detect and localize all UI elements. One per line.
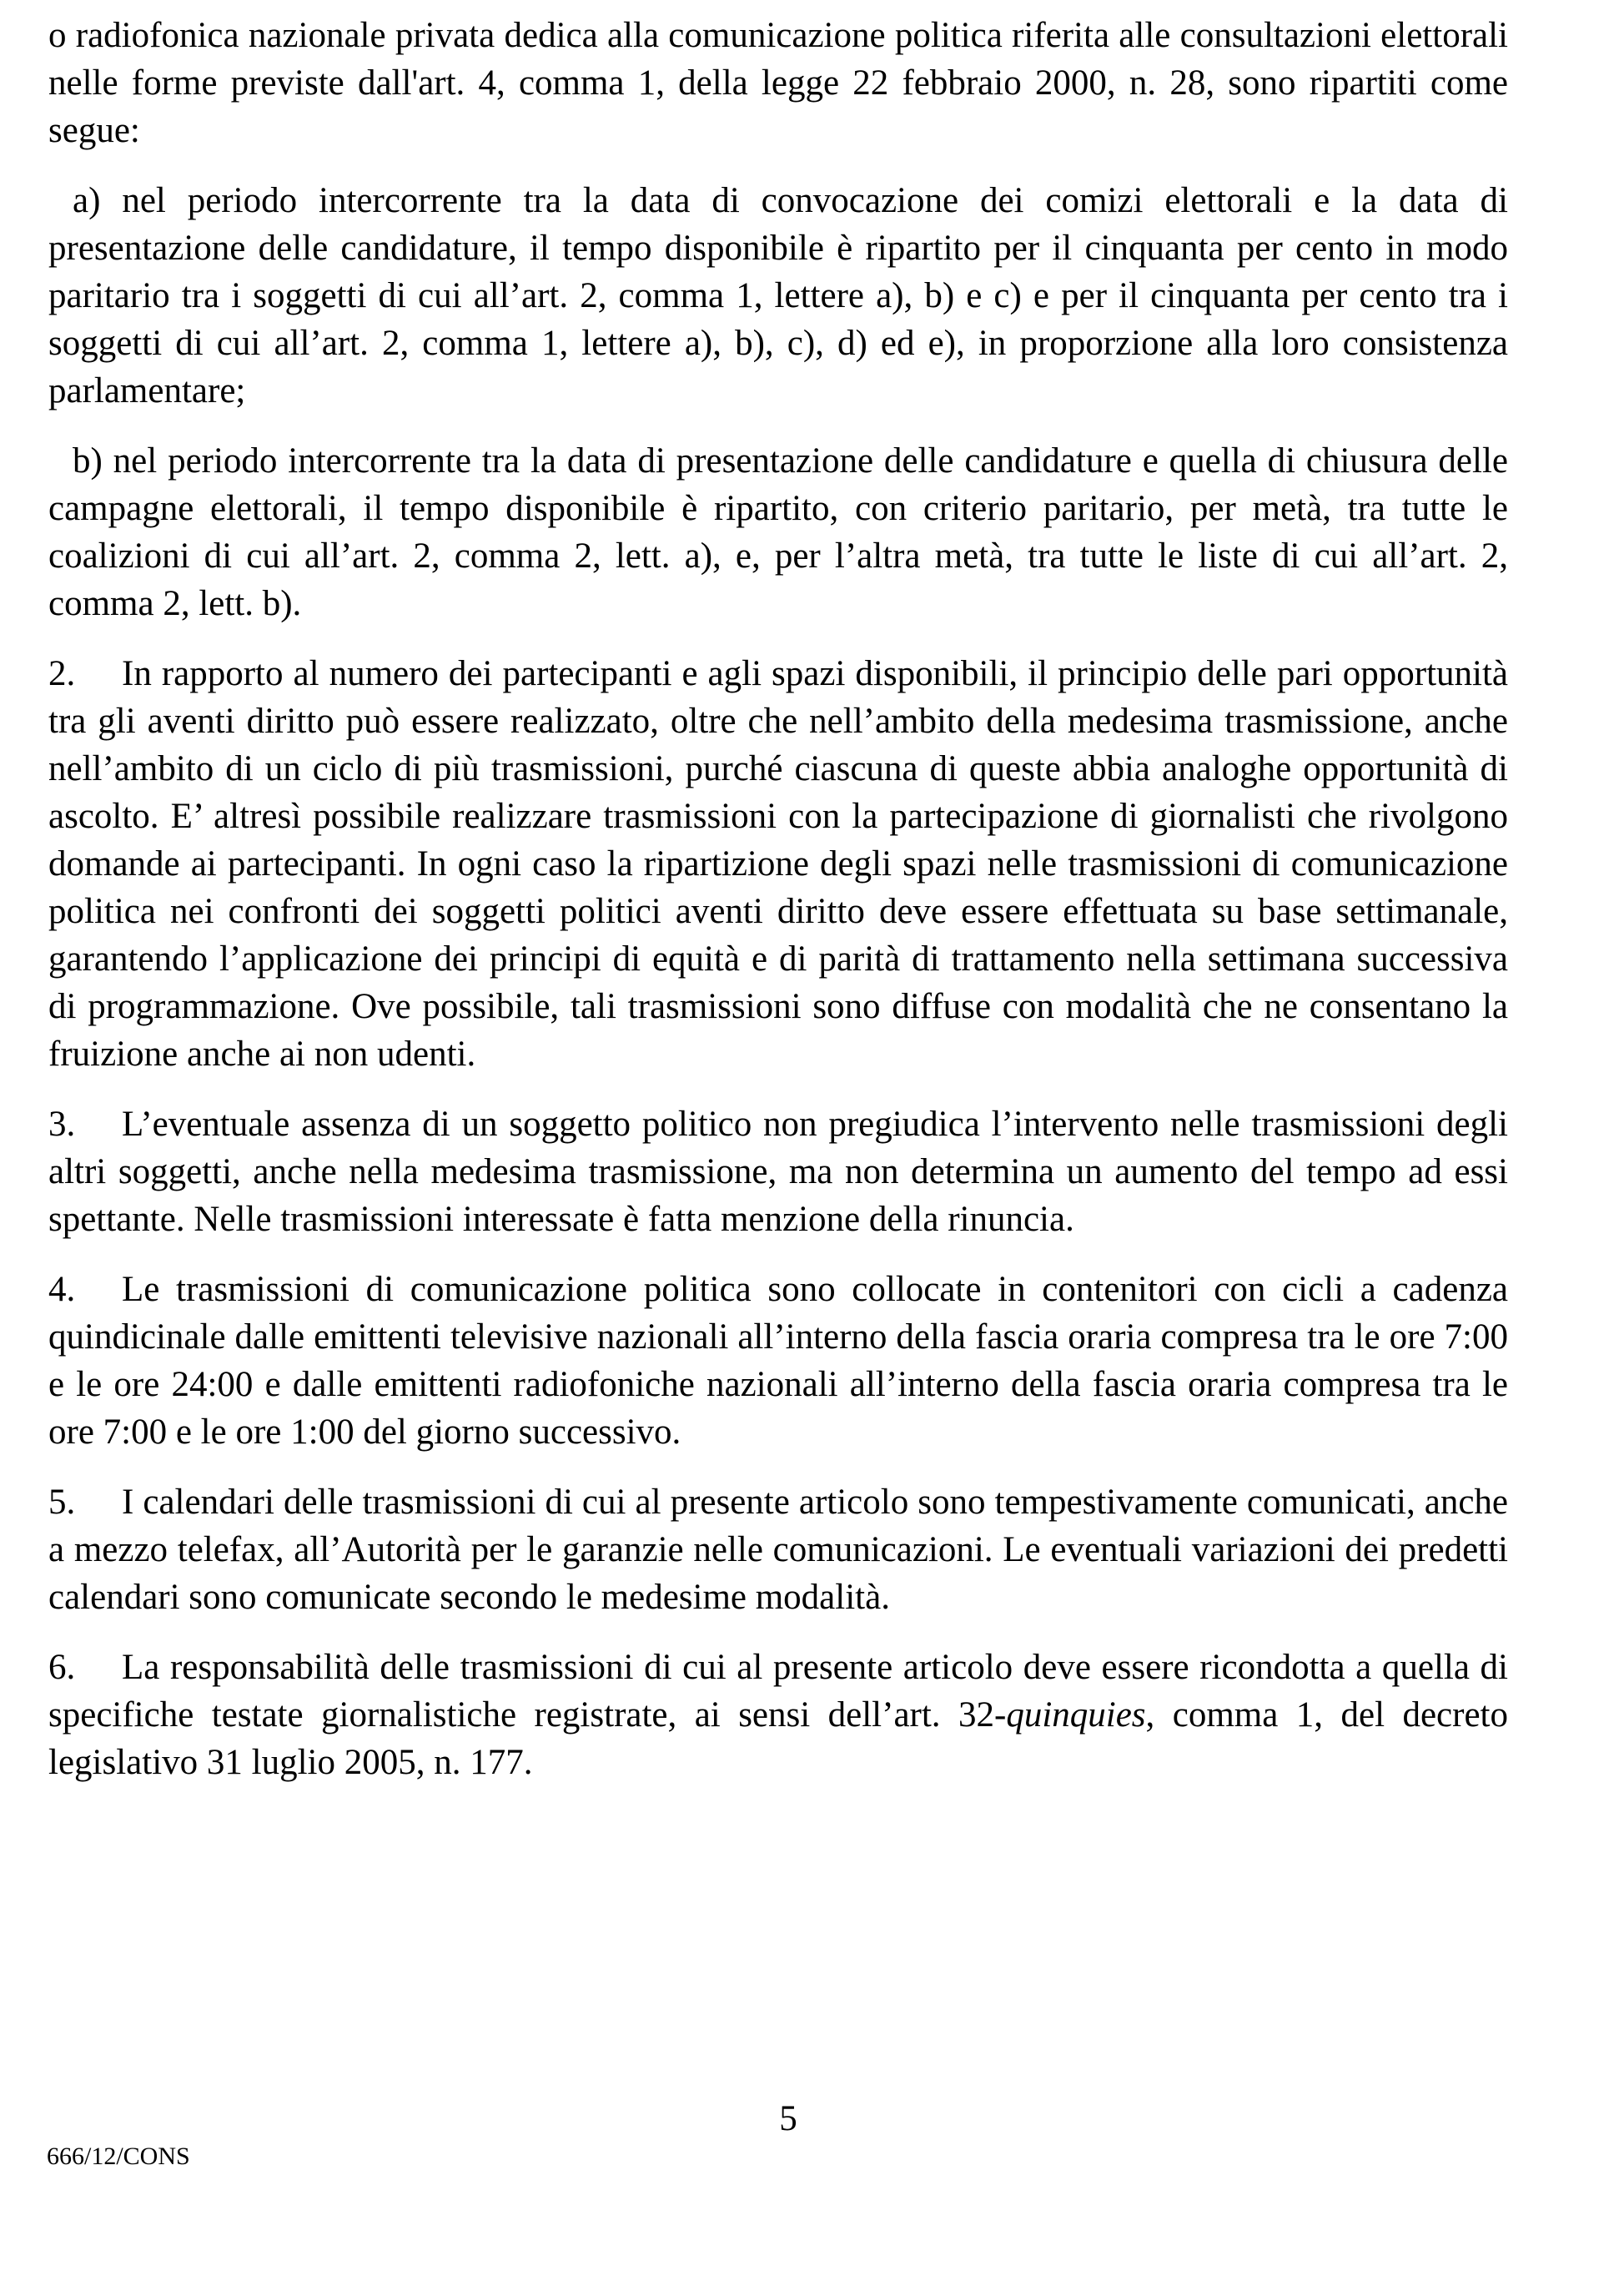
paragraph-letter-a: a) nel periodo intercorrente tra la data di convocazione dei comizi elettorali e la data di presentazione delle candidature, il tempo disponibile è ripartito per il cinquanta per cento in modo paritario tra i soggetti di cui all’art. 2, comma 1, lettere a), b) e c) e per il cinquanta per cento tra i soggetti di cui all’art. 2, comma 1, lettere a), b), c), d) ed e), in proporzione alla loro consistenza parlamentare; xyxy=(48,181,1508,410)
paragraph-section-4 xyxy=(48,1266,1508,1456)
section-text: L’eventuale assenza di un soggetto politico non pregiudica l’intervento nelle trasmissioni degli altri soggetti, anche nella medesima trasmissione, ma non determina un aumento del tempo ad essi spettante. Nelle trasmissioni interessate è fatta menzione della rinuncia. xyxy=(48,1105,1508,1239)
section-number: 4. xyxy=(48,1270,76,1309)
paragraph-section-2 xyxy=(48,650,1508,1078)
page-number: 5 xyxy=(779,2099,797,2138)
paragraph-letter-b: b) nel periodo intercorrente tra la data di presentazione delle candidature e quella di chiusura delle campagne elettorali, il tempo disponibile è ripartito, con criterio paritario, per metà, tra tutte le coalizioni di cui all’art. 2, comma 2, lett. a), e, per l’altra metà, tra tutte le liste di cui all’art. 2, comma 2, lett. b). xyxy=(48,441,1508,623)
paragraph-section-3 xyxy=(48,1100,1508,1243)
document-code: 666/12/CONS xyxy=(47,2142,190,2170)
section-text: I calendari delle trasmissioni di cui al presente articolo sono tempestivamente comunicati, anche a mezzo telefax, all’Autorità per le garanzie nelle comunicazioni. Le eventuali variazioni dei predetti calendari sono comunicate secondo le medesime modalità. xyxy=(48,1483,1508,1617)
paragraph-section-6 xyxy=(48,1644,1508,1786)
paragraph-intro: o radiofonica nazionale privata dedica alla comunicazione politica riferita alle consultazioni elettorali nelle forme previste dall'art. 4, comma 1, della legge 22 febbraio 2000, n. 28, sono ripartiti come segue: xyxy=(48,16,1508,150)
section-number: 3. xyxy=(48,1105,76,1144)
section-number: 6. xyxy=(48,1648,76,1687)
italic-term: quinquies xyxy=(1006,1695,1146,1735)
section-text-end: , comma 1, del decreto legislativo 31 luglio 2005, n. 177. xyxy=(48,1695,1508,1782)
section-text: La responsabilità delle trasmissioni di cui al presente articolo deve essere ricondotta a quella di specifiche testate giornalistiche registrate, ai sensi dell’art. 32- xyxy=(48,1648,1508,1735)
section-text: In rapporto al numero dei partecipanti e agli spazi disponibili, il principio delle pari opportunità tra gli aventi diritto può essere realizzato, oltre che nell’ambito della medesima trasmissione, anche nell’ambito di un ciclo di più trasmissioni, purché ciascuna di queste abbia analoghe opportunità di ascolto. E’ altresì possibile realizzare trasmissioni con la partecipazione di giornalisti che rivolgono domande ai partecipanti. In ogni caso la ripartizione degli spazi nelle trasmissioni di comunicazione politica nei confronti dei soggetti politici aventi diritto deve essere effettuata su base settimanale, garantendo l’applicazione dei principi di equità e di parità di trattamento nella settimana successiva di programmazione. Ove possibile, tali trasmissioni sono diffuse con modalità che ne consentano la fruizione anche ai non udenti. xyxy=(48,654,1508,1074)
document-body xyxy=(48,12,1508,1809)
paragraph-section-5 xyxy=(48,1478,1508,1621)
section-number: 5. xyxy=(48,1483,76,1522)
section-number: 2. xyxy=(48,654,76,693)
section-text: Le trasmissioni di comunicazione politica sono collocate in contenitori con cicli a cadenza quindicinale dalle emittenti televisive nazionali all’interno della fascia oraria compresa tra le ore 7:00 e le ore 24:00 e dalle emittenti radiofoniche nazionali all’interno della fascia oraria compresa tra le ore 7:00 e le ore 1:00 del giorno successivo. xyxy=(48,1270,1508,1452)
